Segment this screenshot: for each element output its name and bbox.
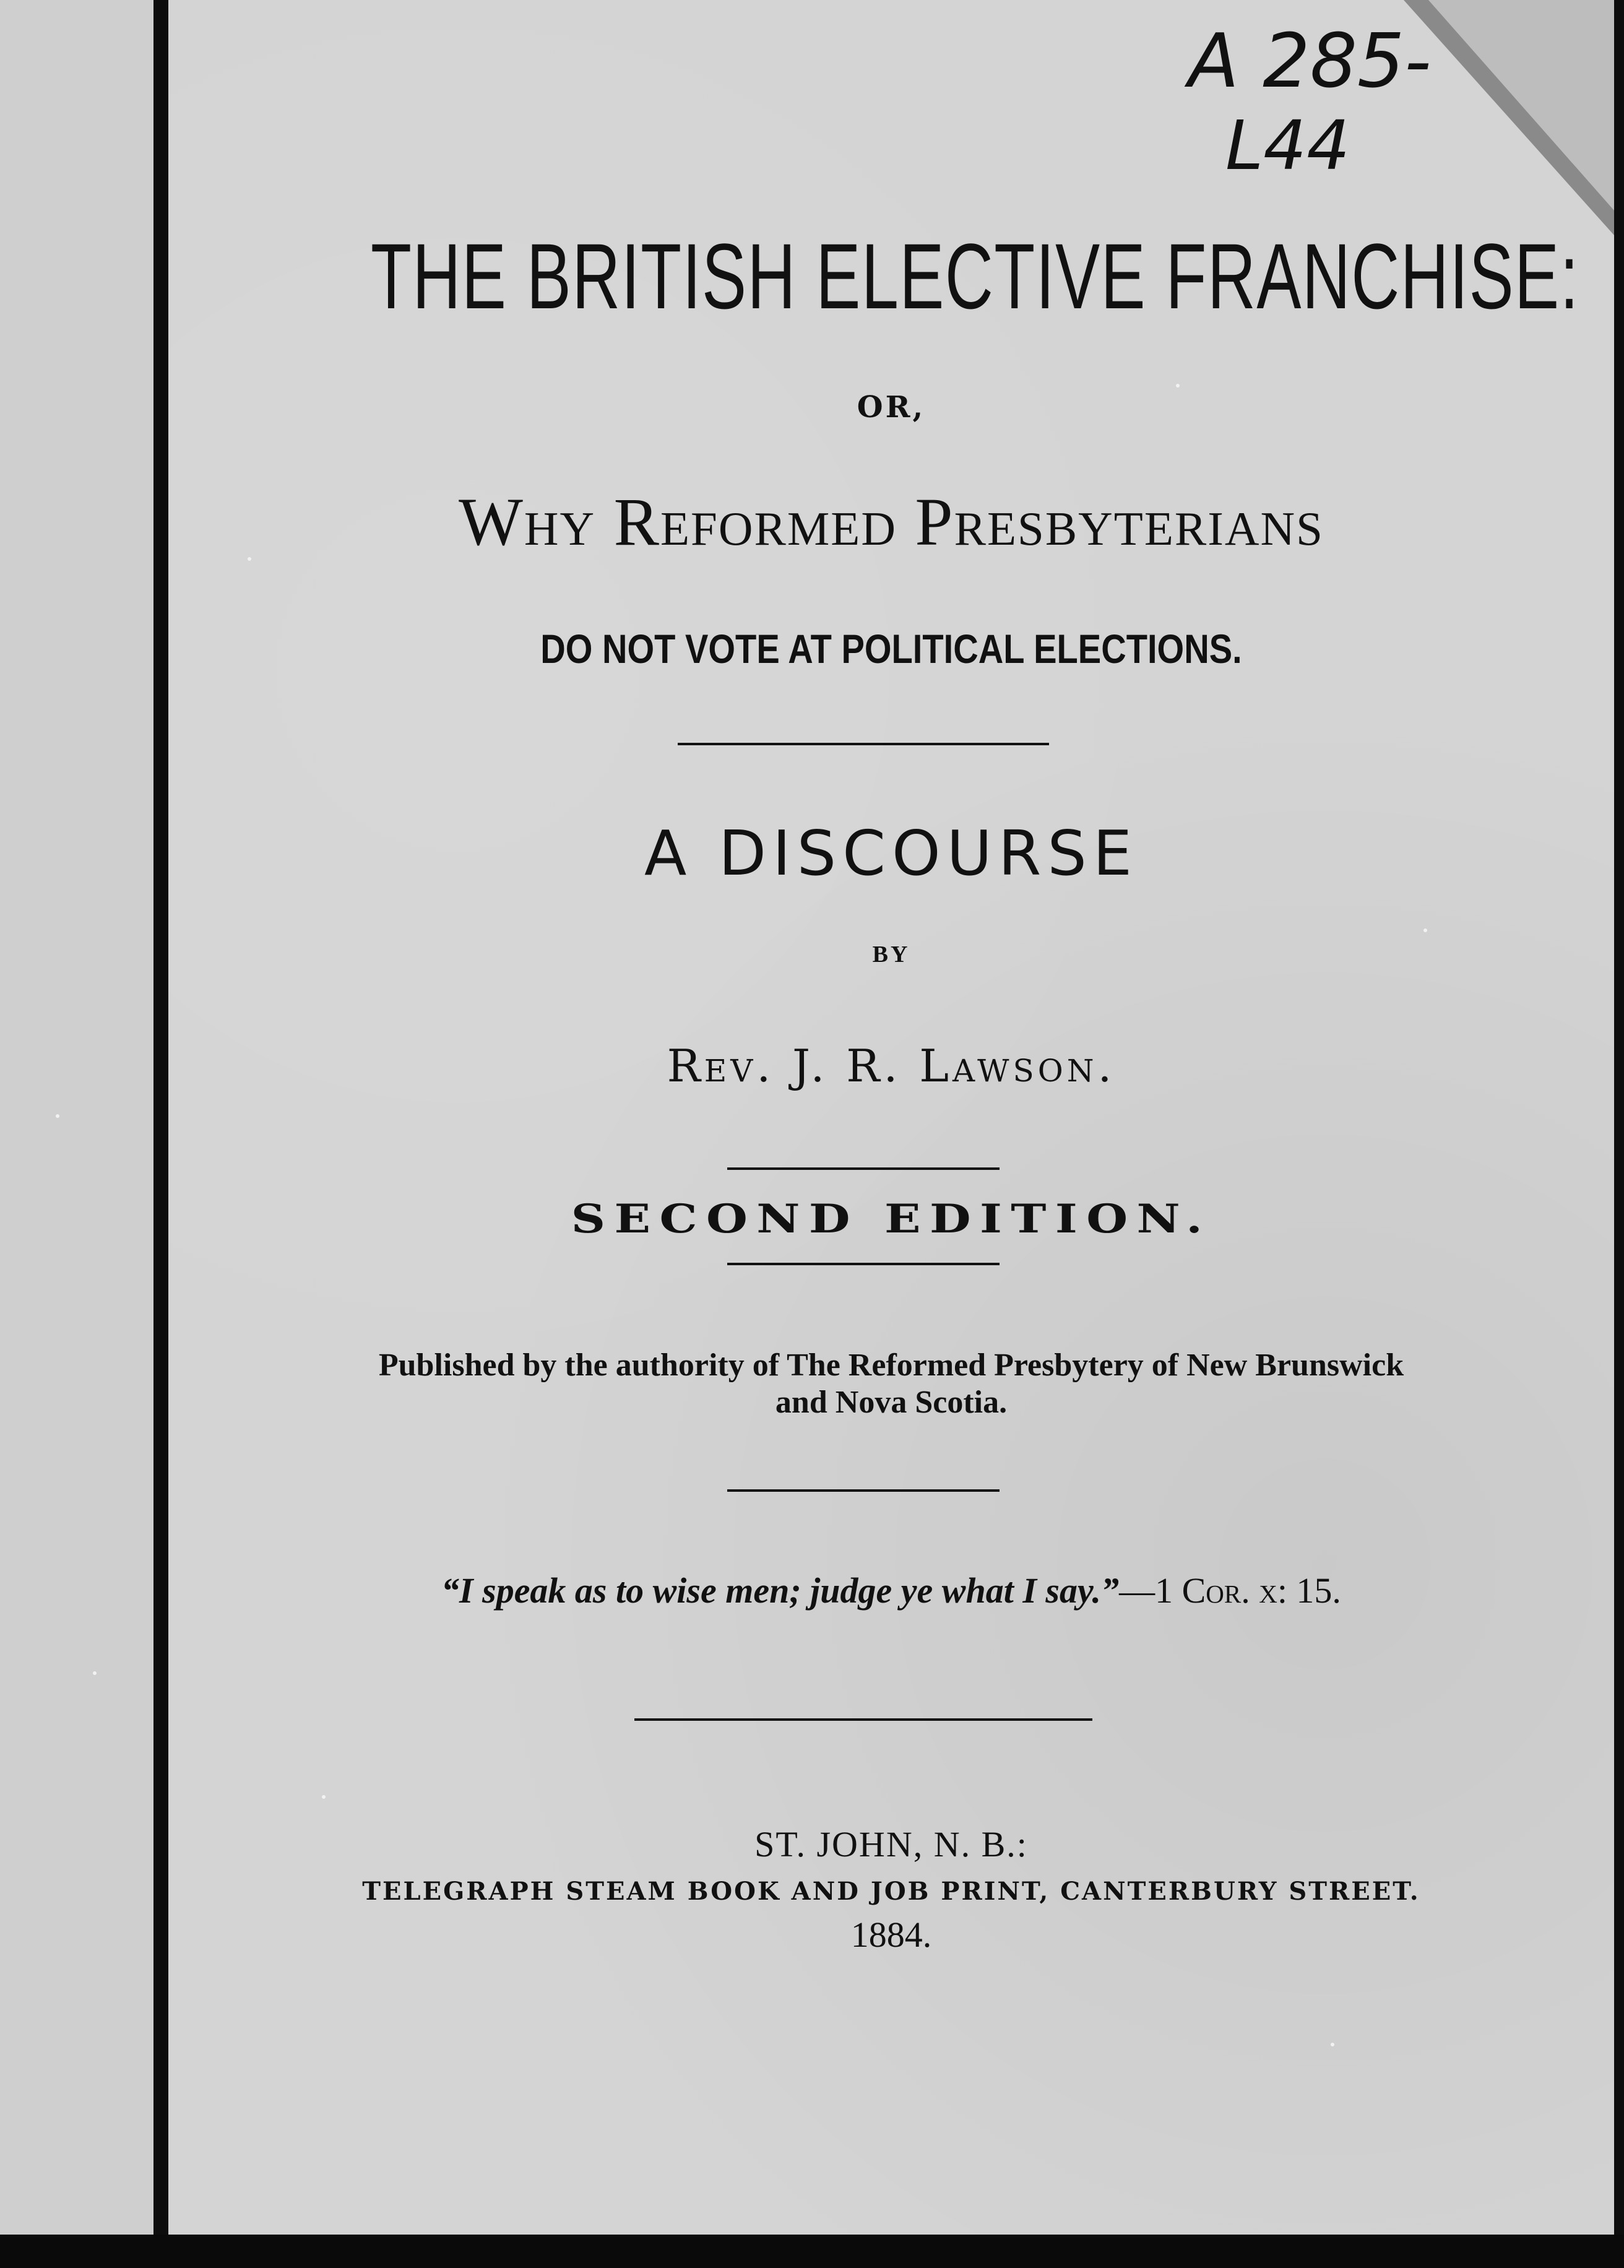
paper-speck bbox=[1176, 384, 1180, 387]
edition-statement: SECOND EDITION. bbox=[571, 1196, 1212, 1242]
title-conjunction: OR, bbox=[857, 390, 926, 425]
paper-speck bbox=[56, 1114, 59, 1118]
paper-speck bbox=[322, 1795, 326, 1799]
divider-rule bbox=[634, 1718, 1092, 1721]
epigraph bbox=[168, 1570, 1614, 1611]
binding-edge bbox=[153, 0, 168, 2268]
epigraph-reference: —1 Cor. x: 15. bbox=[1119, 1570, 1341, 1611]
paper-speck bbox=[1331, 2043, 1334, 2046]
subtitle-continuation: DO NOT VOTE AT POLITICAL ELECTIONS. bbox=[540, 626, 1242, 672]
imprint-printer: TELEGRAPH STEAM BOOK AND JOB PRINT, CANTERBURY STREET. bbox=[362, 1877, 1420, 1906]
divider-rule bbox=[727, 1263, 1000, 1265]
paper-speck bbox=[1423, 928, 1427, 932]
publication-authority-line-2: and Nova Scotia. bbox=[775, 1385, 1008, 1420]
binding-strip bbox=[0, 0, 155, 2268]
divider-rule bbox=[727, 1489, 1000, 1492]
call-number-line-1: A 285- bbox=[1188, 19, 1432, 105]
call-number-line-2: L44 bbox=[1225, 106, 1350, 185]
author-name: Rev. J. R. Lawson. bbox=[667, 1040, 1116, 1092]
subtitle: Why Reformed Presbyterians bbox=[459, 484, 1324, 560]
bottom-page-edge bbox=[0, 2235, 1624, 2268]
title-page-content bbox=[168, 0, 1614, 2235]
work-type: A DISCOURSE bbox=[644, 817, 1139, 889]
imprint-year: 1884. bbox=[850, 1915, 932, 1955]
imprint-place: ST. JOHN, N. B.: bbox=[754, 1824, 1028, 1864]
divider-rule bbox=[678, 743, 1049, 745]
right-page-edge bbox=[1614, 0, 1624, 2268]
by-line: BY bbox=[872, 941, 910, 967]
paper-speck bbox=[248, 557, 251, 561]
divider-rule bbox=[727, 1167, 1000, 1170]
publication-authority-line-1: Published by the authority of The Reformed Presbytery of New Brunswick bbox=[378, 1348, 1404, 1383]
paper-speck bbox=[93, 1671, 97, 1675]
epigraph-text: “I speak as to wise men; judge ye what I say.” bbox=[441, 1570, 1120, 1611]
main-title: THE BRITISH ELECTIVE FRANCHISE: bbox=[371, 224, 1579, 328]
